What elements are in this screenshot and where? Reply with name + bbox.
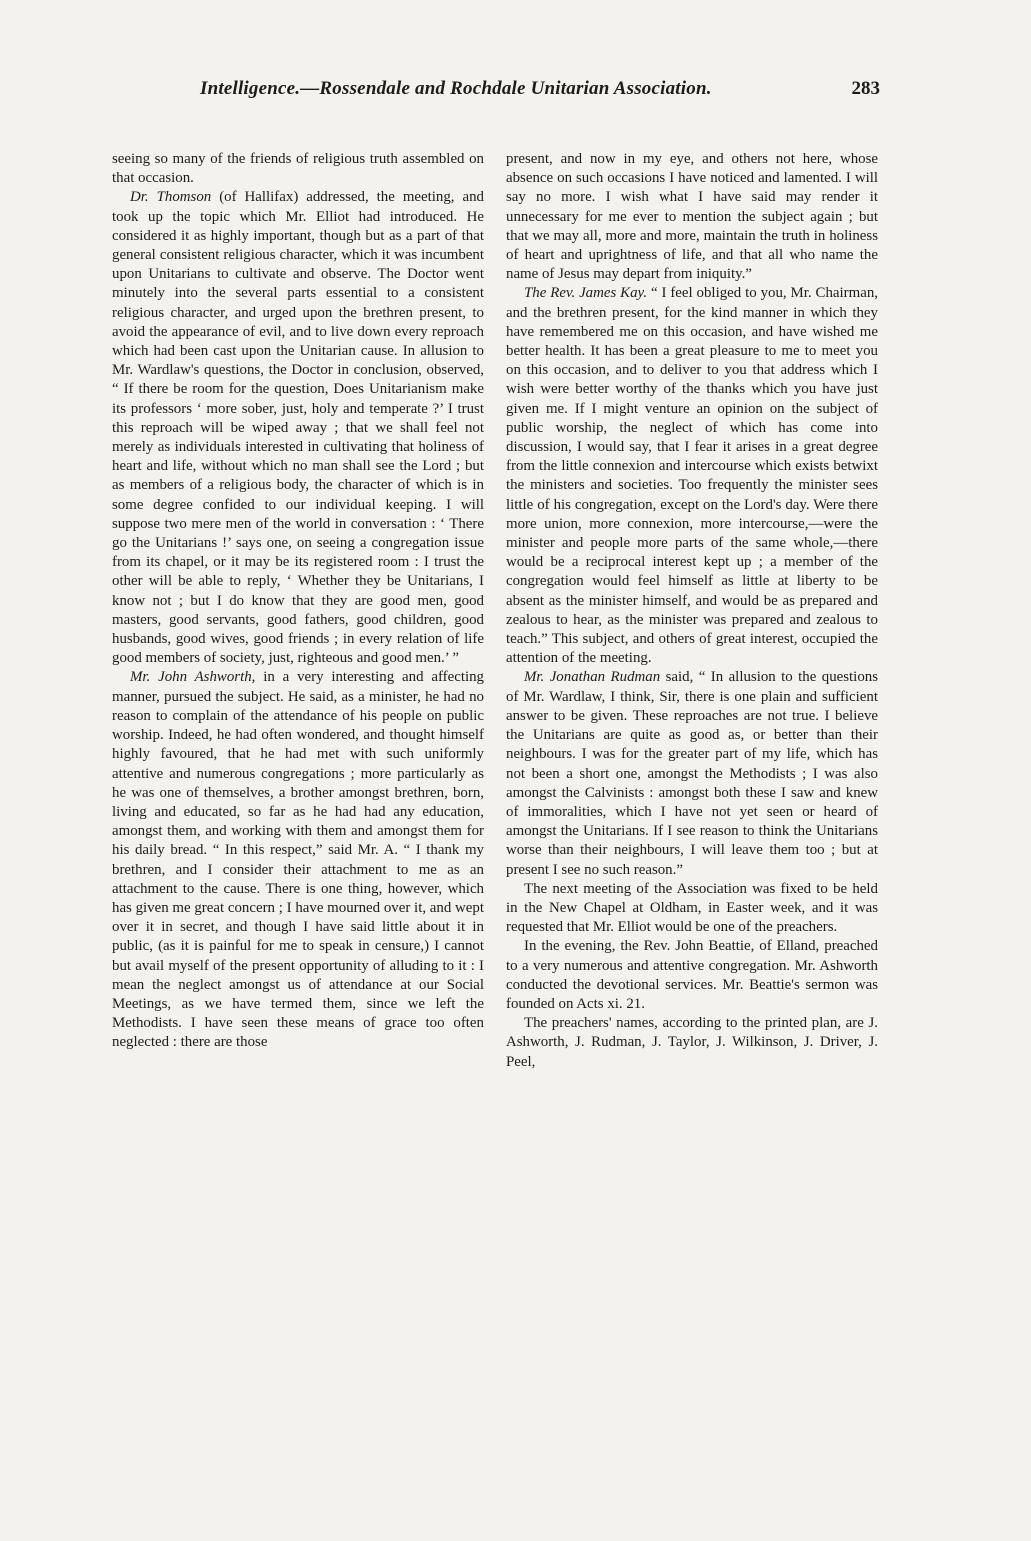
- speaker-name: The Rev. James Kay.: [524, 285, 648, 302]
- paragraph: present, and now in my eye, and others not here, whose absence on such occasions I have noticed and lamented. I will say no more. I wish what I have said may render it unnecessary for me ever to mention the subject again ; but that we may all, more and more, maintain the truth in holiness of heart and uprightness of life, and that all who name the name of Jesus may depart from iniquity.”: [506, 151, 878, 283]
- paragraph: [506, 284, 878, 668]
- running-head: Intelligence.—Rossendale and Rochdale Unitarian Association.: [200, 78, 712, 99]
- paragraph: [112, 668, 484, 1052]
- paragraph-text: “ I feel obliged to you, Mr. Chairman, and the brethren present, for the kind manner in which they have remembered me on this occasion, and have wished me better health. It has been a great pleasure to me to meet you on this occasion, and to deliver to you that address which I wish were better worthy of the thanks which you have just given me. If I might venture an opinion on the subject of public worship, the neglect of which has come into discussion, I would say, that I fear it arises in a great degree from the little connexion and intercourse which exists betwixt the ministers and societies. Too frequently the minister sees little of his congregation, except on the Lord's day. Were there more union, more connexion, more intercourse,—were the minister and people more parts of the same whole,—there would be a reciprocal interest kept up ; a member of the congregation would feel himself as little at liberty to be absent as the minister himself, and would be as prepared and zealous to hear, as the minister was prepared and zealous to teach.” This subject, and others of great interest, occupied the attention of the meeting.: [506, 285, 878, 667]
- page-number: 283: [851, 78, 880, 99]
- paragraph: [506, 668, 878, 879]
- paragraph: seeing so many of the friends of religious truth assembled on that occasion.: [112, 151, 484, 187]
- speaker-name: Dr. Thomson: [130, 189, 212, 206]
- speaker-name: Mr. John Ashworth,: [130, 669, 256, 686]
- paragraph-text: in a very interesting and affecting manner, pursued the subject. He said, as a minister, he had no reason to complain of the attendance of his people on public worship. Indeed, he had often wondered, and thought himself highly favoured, that he had met with such uniformly attentive and numerous congregations ; more particularly as he was one of themselves, a brother amongst brethren, born, living and educated, so far as he had had any education, amongst them, and working with them and amongst them for his daily bread. “ In this respect,” said Mr. A. “ I thank my brethren, and I consider their attachment to me as an attachment to the cause. There is one thing, however, which has given me great concern ; I have mourned over it, and wept over it in secret, and though I have said little about it in public, (as it is painful for me to speak in censure,) I cannot but avail myself of the present opportunity of alluding to it : I mean the neglect amongst us of attendance at our Social Meetings, as we have termed them, since we left the Methodists. I have seen these means of grace too often neglected : there are those: [112, 669, 484, 1051]
- paragraph: In the evening, the Rev. John Beattie, of Elland, preached to a very numerous and attentive congregation. Mr. Ashworth conducted the devotional services. Mr. Beattie's sermon was founded on Acts xi. 21.: [506, 938, 878, 1012]
- paragraph: [112, 188, 484, 668]
- paragraph-text: (of Hallifax) addressed, the meeting, and took up the topic which Mr. Elliot had introduced. He considered it as highly important, though but as a part of that general consistent religious character, which it was incumbent upon Unitarians to cultivate and observe. The Doctor went minutely into the several parts essential to a consistent religious character, and urged upon the brethren present, to avoid the appearance of evil, and to live down every reproach which had been cast upon the Unitarian cause. In allusion to Mr. Wardlaw's questions, the Doctor in conclusion, observed, “ If there be room for the question, Does Unitarianism make its professors ‘ more sober, just, holy and temperate ?’ I trust this reproach will be wiped away ; that we shall feel not merely as individuals interested in cultivating that holiness of heart and life, without which no man shall see the Lord ; but as members of a religious body, the character of which is in some degree confided to our individual keeping. I will suppose two mere men of the world in conversation : ‘ There go the Unitarians !’ says one, on seeing a congregation issue from its chapel, or it may be its registered room : I trust the other will be able to reply, ‘ Whether they be Unitarians, I know not ; but I do know that they are good men, good masters, good servants, good fathers, good children, good husbands, good wives, good friends ; in every relation of life good members of society, just, righteous and good men.’ ”: [112, 189, 484, 667]
- left-column: [112, 150, 484, 1480]
- paragraph: The next meeting of the Association was fixed to be held in the New Chapel at Oldham, in Easter week, and it was requested that Mr. Elliot would be one of the preachers.: [506, 880, 878, 936]
- paragraph-text: said, “ In allusion to the questions of Mr. Wardlaw, I think, Sir, there is one plain and sufficient answer to be given. These reproaches are not true. I believe the Unitarians are quite as good as, or better than their neighbours. I was for the greater part of my life, which has not been a short one, amongst the Methodists ; I was also amongst the Calvinists : amongst both these I saw and knew of immoralities, which I have not yet seen or heard of amongst the Unitarians. If I see reason to think the Unitarians worse than their neighbours, I will leave them too ; but at present I see no such reason.”: [506, 669, 878, 878]
- paragraph: The preachers' names, according to the printed plan, are J. Ashworth, J. Rudman, J. Taylor, J. Wilkinson, J. Driver, J. Peel,: [506, 1015, 878, 1070]
- page-header: [200, 78, 880, 108]
- right-column: [506, 150, 878, 1480]
- speaker-name: Mr. Jonathan Rudman: [524, 669, 661, 686]
